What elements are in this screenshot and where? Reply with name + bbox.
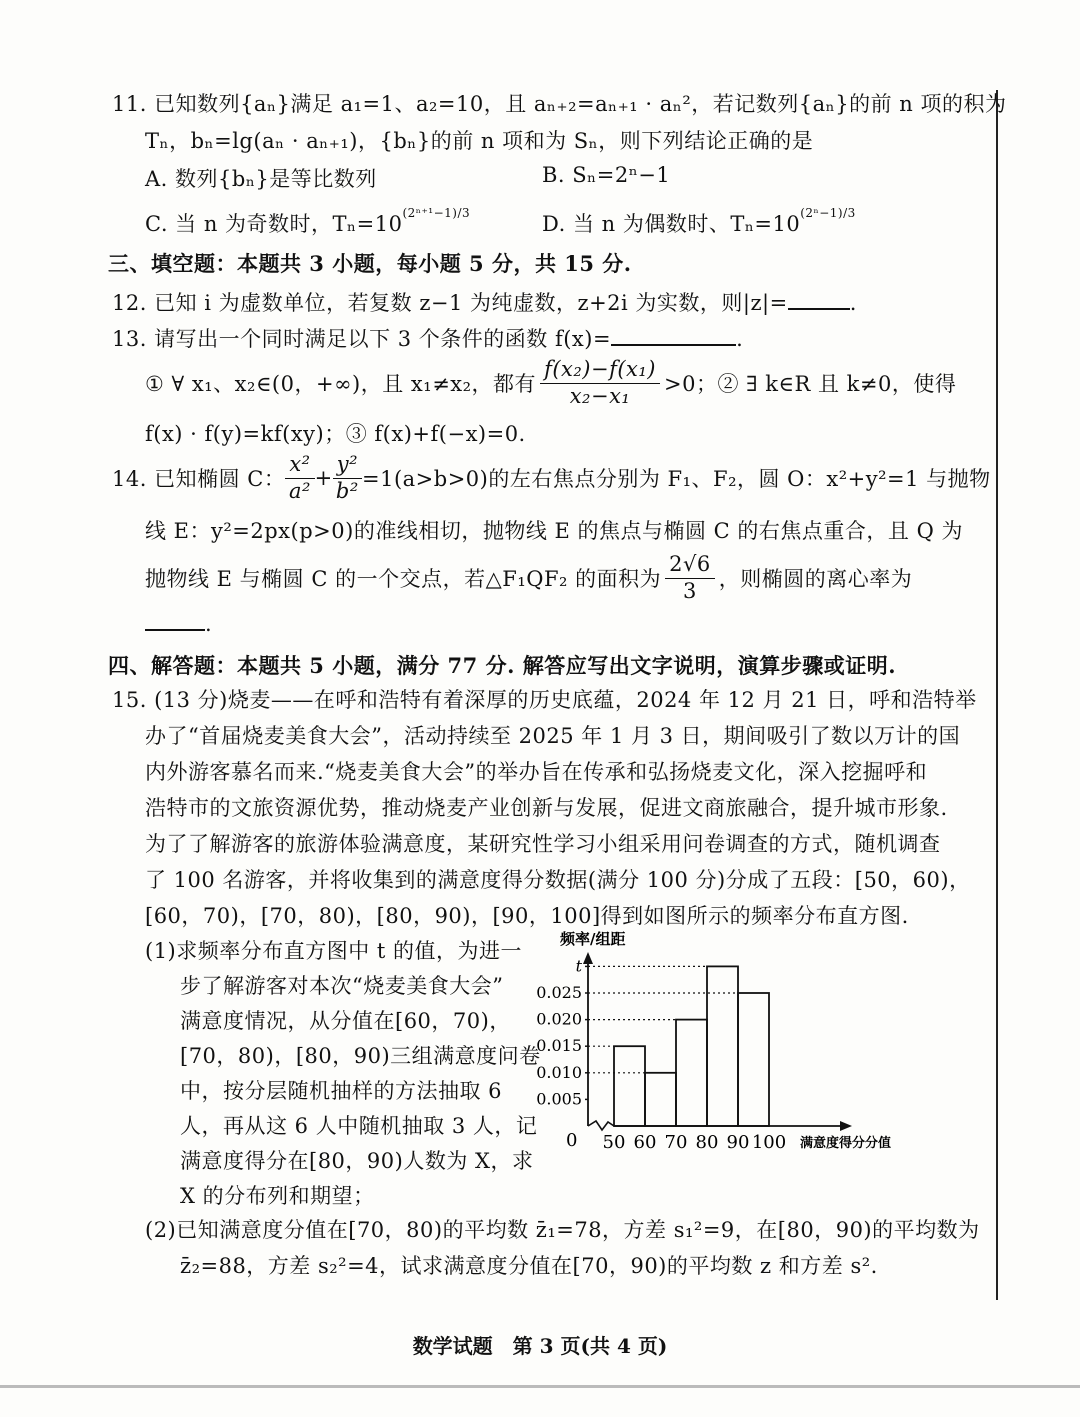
q13-cond1-post: >0；② ∃ k∈R 且 k≠0，使得 <box>664 372 957 396</box>
q14-line1: 14. 已知椭圆 C： $\frac{\text{x²}}{\text{a²}}$ + $\frac{\text{y²}}{\text{b²}}$ =1(a>b>0)的左右焦点分别为 F₁、F₂，圆 O：x²+y²=1 与抛物 <box>112 452 991 503</box>
origin-label: 0 <box>566 1130 578 1151</box>
q15-part1-line: 满意度情况，从分值在[60，70)， <box>180 1009 511 1033</box>
q15-part1-line: [70，80)，[80，90)三组满意度问卷 <box>180 1044 541 1068</box>
q13-frac-denominator: x₂−x₁ <box>569 383 631 408</box>
q13-conditions-2-3: f(x) · f(y)=kf(xy)；③ f(x)+f(−x)=0. <box>145 422 526 446</box>
q15-line: 内外游客慕名而来.“烧麦美食大会”的举办旨在传承和弘扬烧麦文化，深入挖掘呼和 <box>145 760 928 784</box>
q15-part1-line: (1)求频率分布直方图中 t 的值，为进一 <box>145 939 523 963</box>
q12-answer-blank <box>788 308 850 310</box>
y-axis-label: 频率/组距 <box>560 930 626 948</box>
q11-option-d-exponent: (2ⁿ−1)/3 <box>800 206 856 220</box>
q14-line1-post: =1(a>b>0)的左右焦点分别为 F₁、F₂，圆 O：x²+y²=1 与抛物 <box>362 467 991 491</box>
q13-condition-line <box>145 357 956 409</box>
q15-part2-line: (2)已知满意度分值在[70，80)的平均数 z̄₁=78，方差 s₁²=9，在[80，90)的平均数为 <box>145 1218 980 1242</box>
q14-line1-pre: 14. 已知椭圆 C： <box>112 467 286 491</box>
section-4-heading: 四、解答题：本题共 5 小题，满分 77 分. 解答应写出文字说明，演算步骤或证明. <box>108 653 897 678</box>
q11-line1: 11. 已知数列{aₙ}满足 a₁=1、a₂=10，且 aₙ₊₂=aₙ₊₁ · aₙ²，若记数列{aₙ}的前 n 项的积为 <box>112 92 1007 116</box>
x-tick-label: 100 <box>751 1132 787 1153</box>
q15-part2-line: z̄₂=88，方差 s₂²=4，试求满意度分值在[70，90)的平均数 z 和方差 s². <box>180 1254 878 1278</box>
q11-option-c <box>145 208 470 238</box>
q11-option-b: B. Sₙ=2ⁿ−1 <box>542 163 671 187</box>
x-tick-label: 80 <box>695 1132 719 1153</box>
q15-part1-line: 步了解游客对本次“烧麦美食大会” <box>180 974 504 998</box>
y-tick-label: 0.005 <box>536 1089 582 1109</box>
axis-break-mark <box>588 1121 614 1130</box>
q15-part1-line: 中，按分层随机抽样的方法抽取 6 <box>180 1079 503 1103</box>
q11-option-c-text: C. 当 n 为奇数时，Tₙ=10 <box>145 212 403 236</box>
y-tick-label: 0.015 <box>536 1036 582 1056</box>
q13-answer-blank <box>611 344 736 346</box>
histogram-bar <box>614 1046 645 1126</box>
x-tick-label: 50 <box>602 1132 626 1153</box>
q13-cond1-pre: ① ∀ x₁、x₂∈(0，+∞)，且 x₁≠x₂，都有 <box>145 372 537 396</box>
q15-part1-line: 满意度得分在[80，90)人数为 X，求 <box>180 1149 534 1173</box>
frequency-histogram <box>528 930 928 1170</box>
x-tick-label: 60 <box>633 1132 657 1153</box>
q14-area-numerator: 2√6 <box>665 552 715 578</box>
section-3-heading: 三、填空题：本题共 3 小题，每小题 5 分，共 15 分. <box>108 251 632 276</box>
y-tick-label: 0.020 <box>536 1009 582 1029</box>
histogram-bar <box>707 966 738 1126</box>
q13-frac-numerator: f(x₂)−f(x₁) <box>540 357 660 383</box>
q14-line3-post: ，则椭圆的离心率为 <box>718 567 913 591</box>
x-axis-arrow <box>840 1121 852 1131</box>
q13-text: 13. 请写出一个同时满足以下 3 个条件的函数 f(x)= <box>112 327 612 351</box>
q14-answer-blank <box>145 629 205 631</box>
q14-area-fraction <box>665 552 715 603</box>
q15-part1-line: 人，再从这 6 人中随机抽取 3 人，记 <box>180 1114 538 1138</box>
q15-line: 浩特市的文旅资源优势，推动烧麦产业创新与发展，促进文商旅融合，提升城市形象. <box>145 796 948 820</box>
histogram-bar <box>645 1073 676 1126</box>
q11-option-d <box>542 208 856 238</box>
q14-fraction-x: $\frac{\text{x²}}{\text{a²}}$ <box>285 452 314 503</box>
q15-line: 办了“首届烧麦美食大会”，活动持续至 2025 年 1 月 3 日，期间吸引了数以万计的国 <box>145 724 961 748</box>
q11-option-d-text: D. 当 n 为偶数时、Tₙ=10 <box>542 212 801 236</box>
x-tick-label: 90 <box>726 1132 750 1153</box>
q11-option-a: A. 数列{bₙ}是等比数列 <box>145 167 377 191</box>
q12-text: 12. 已知 i 为虚数单位，若复数 z−1 为纯虚数，z+2i 为实数，则|z|= <box>112 291 788 315</box>
q14-answer-line: . <box>145 612 212 636</box>
histogram-bar <box>738 993 769 1126</box>
q15-line: 15. (13 分)烧麦——在呼和浩特有着深厚的历史底蕴，2024 年 12 月 21 日，呼和浩特举 <box>112 688 977 712</box>
bottom-scan-edge <box>0 1385 1080 1388</box>
y-tick-label: 0.010 <box>536 1062 582 1082</box>
q11-line2: Tₙ，bₙ=lg(aₙ · aₙ₊₁)，{bₙ}的前 n 项和为 Sₙ，则下列结论正确的是 <box>145 129 814 153</box>
histogram-bar <box>676 1020 707 1126</box>
y-tick-label: 0.025 <box>536 983 582 1002</box>
x-tick-label: 70 <box>664 1132 688 1153</box>
q15-part1-line: X 的分布列和期望； <box>180 1184 375 1208</box>
y-tick-label: t <box>575 956 582 976</box>
q13-line1: 13. 请写出一个同时满足以下 3 个条件的函数 f(x)= . <box>112 327 744 351</box>
q15-line: 为了了解游客的旅游体验满意度，某研究性学习小组采用问卷调查的方式，随机调查 <box>145 832 941 856</box>
y-axis-arrow <box>583 952 593 964</box>
x-axis-label: 满意度得分分值 <box>800 1136 892 1151</box>
q13-fraction <box>540 357 660 408</box>
q14-line3 <box>145 552 912 604</box>
q15-line: 了 100 名游客，并将收集到的满意度得分数据(满分 100 分)分成了五段：[50，60)， <box>145 868 971 892</box>
page-footer: 数学试题 第 3 页(共 4 页) <box>412 1334 668 1358</box>
q15-line: [60，70)，[70，80)，[80，90)，[90，100]得到如图所示的频率分布直方图. <box>145 904 909 928</box>
q11-option-c-exponent: (2ⁿ⁺¹−1)/3 <box>402 206 471 220</box>
q14-line2: 线 E：y²=2px(p>0)的准线相切，抛物线 E 的焦点与椭圆 C 的右焦点重合，且 Q 为 <box>145 519 963 543</box>
q14-line3-pre: 抛物线 E 与椭圆 C 的一个交点，若△F₁QF₂ 的面积为 <box>145 567 662 591</box>
q14-area-denominator: 3 <box>682 578 697 603</box>
q14-fraction-y: $\frac{\text{y²}}{\text{b²}}$ <box>333 452 362 503</box>
q12: 12. 已知 i 为虚数单位，若复数 z−1 为纯虚数，z+2i 为实数，则|z|= . <box>112 291 857 315</box>
right-margin-rule <box>996 90 998 1300</box>
